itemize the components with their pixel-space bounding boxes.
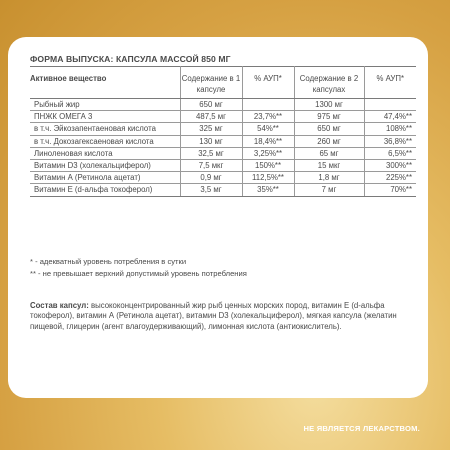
table-row	[30, 172, 416, 184]
table-row	[30, 184, 416, 196]
footnote-upper-limit: ** - не превышает верхний допустимый уровень потребления	[30, 269, 247, 278]
table-header-row	[30, 67, 416, 99]
cell-aup-2: 47,4%**	[364, 111, 416, 123]
cell-substance-name: Линоленовая кислота	[30, 147, 180, 159]
cell-aup-2: 36,8%**	[364, 135, 416, 147]
cell-aup-1: 112,5%**	[242, 172, 294, 184]
cell-aup-1	[242, 99, 294, 111]
cell-content-1-capsule: 7,5 мкг	[180, 159, 242, 171]
cell-substance-name: Рыбный жир	[30, 99, 180, 111]
header-aup-1: % АУП*	[242, 67, 294, 99]
header-content-2-capsules: Содержание в 2 капсулах	[294, 67, 364, 99]
cell-aup-2: 6,5%**	[364, 147, 416, 159]
cell-content-2-capsules: 260 мг	[294, 135, 364, 147]
cell-aup-1: 23,7%**	[242, 111, 294, 123]
cell-content-1-capsule: 0,9 мг	[180, 172, 242, 184]
cell-aup-1: 3,25%**	[242, 147, 294, 159]
cell-substance-name: в т.ч. Докозагексаеновая кислота	[30, 135, 180, 147]
info-card	[8, 37, 428, 398]
cell-content-1-capsule: 32,5 мг	[180, 147, 242, 159]
cell-aup-1: 150%**	[242, 159, 294, 171]
cell-substance-name: Витамин D3 (холекальциферол)	[30, 159, 180, 171]
cell-content-1-capsule: 325 мг	[180, 123, 242, 135]
cell-aup-2: 225%**	[364, 172, 416, 184]
cell-aup-2	[364, 99, 416, 111]
not-medicine-disclaimer: НЕ ЯВЛЯЕТСЯ ЛЕКАРСТВОМ.	[303, 424, 420, 433]
composition-text	[30, 301, 420, 332]
cell-aup-1: 35%**	[242, 184, 294, 196]
cell-substance-name: Витамин А (Ретинола ацетат)	[30, 172, 180, 184]
cell-aup-2: 300%**	[364, 159, 416, 171]
cell-aup-2: 70%**	[364, 184, 416, 196]
cell-content-1-capsule: 650 мг	[180, 99, 242, 111]
cell-substance-name: в т.ч. Эйкозапентаеновая кислота	[30, 123, 180, 135]
nutrition-table	[30, 66, 416, 197]
cell-aup-2: 108%**	[364, 123, 416, 135]
header-aup-2: % АУП*	[364, 67, 416, 99]
cell-content-2-capsules: 975 мг	[294, 111, 364, 123]
cell-content-2-capsules: 15 мкг	[294, 159, 364, 171]
header-content-1-capsule: Содержание в 1 капсуле	[180, 67, 242, 99]
cell-content-2-capsules: 7 мг	[294, 184, 364, 196]
cell-content-2-capsules: 65 мг	[294, 147, 364, 159]
footnotes	[30, 256, 420, 280]
cell-content-2-capsules: 1,8 мг	[294, 172, 364, 184]
cell-substance-name: ПНЖК ОМЕГА 3	[30, 111, 180, 123]
table-row	[30, 123, 416, 135]
table-row	[30, 159, 416, 171]
cell-content-1-capsule: 3,5 мг	[180, 184, 242, 196]
table-row	[30, 147, 416, 159]
table-row	[30, 111, 416, 123]
footnote-adequate-level: * - адекватный уровень потребления в сутки	[30, 257, 187, 266]
table-row	[30, 99, 416, 111]
cell-aup-1: 18,4%**	[242, 135, 294, 147]
release-form-title: ФОРМА ВЫПУСКА: КАПСУЛА МАССОЙ 850 МГ	[30, 54, 231, 64]
cell-substance-name: Витамин Е (d-альфа токоферол)	[30, 184, 180, 196]
cell-content-1-capsule: 130 мг	[180, 135, 242, 147]
composition-label: Состав капсул:	[30, 301, 89, 310]
header-active-substance: Активное вещество	[30, 67, 180, 99]
composition-body: высококонцентрированный жир рыб ценных морских пород, витамин Е (d-альфа токоферол), витамин А (Ретинола ацетат), витамин D3 (холекальциферол), мягкая капсула (желатин пищевой, глицерин (агент влагоудерживающий), лимонная кислота (антиокислитель).	[30, 301, 397, 331]
cell-content-1-capsule: 487,5 мг	[180, 111, 242, 123]
cell-content-2-capsules: 650 мг	[294, 123, 364, 135]
table-row	[30, 135, 416, 147]
cell-content-2-capsules: 1300 мг	[294, 99, 364, 111]
cell-aup-1: 54%**	[242, 123, 294, 135]
